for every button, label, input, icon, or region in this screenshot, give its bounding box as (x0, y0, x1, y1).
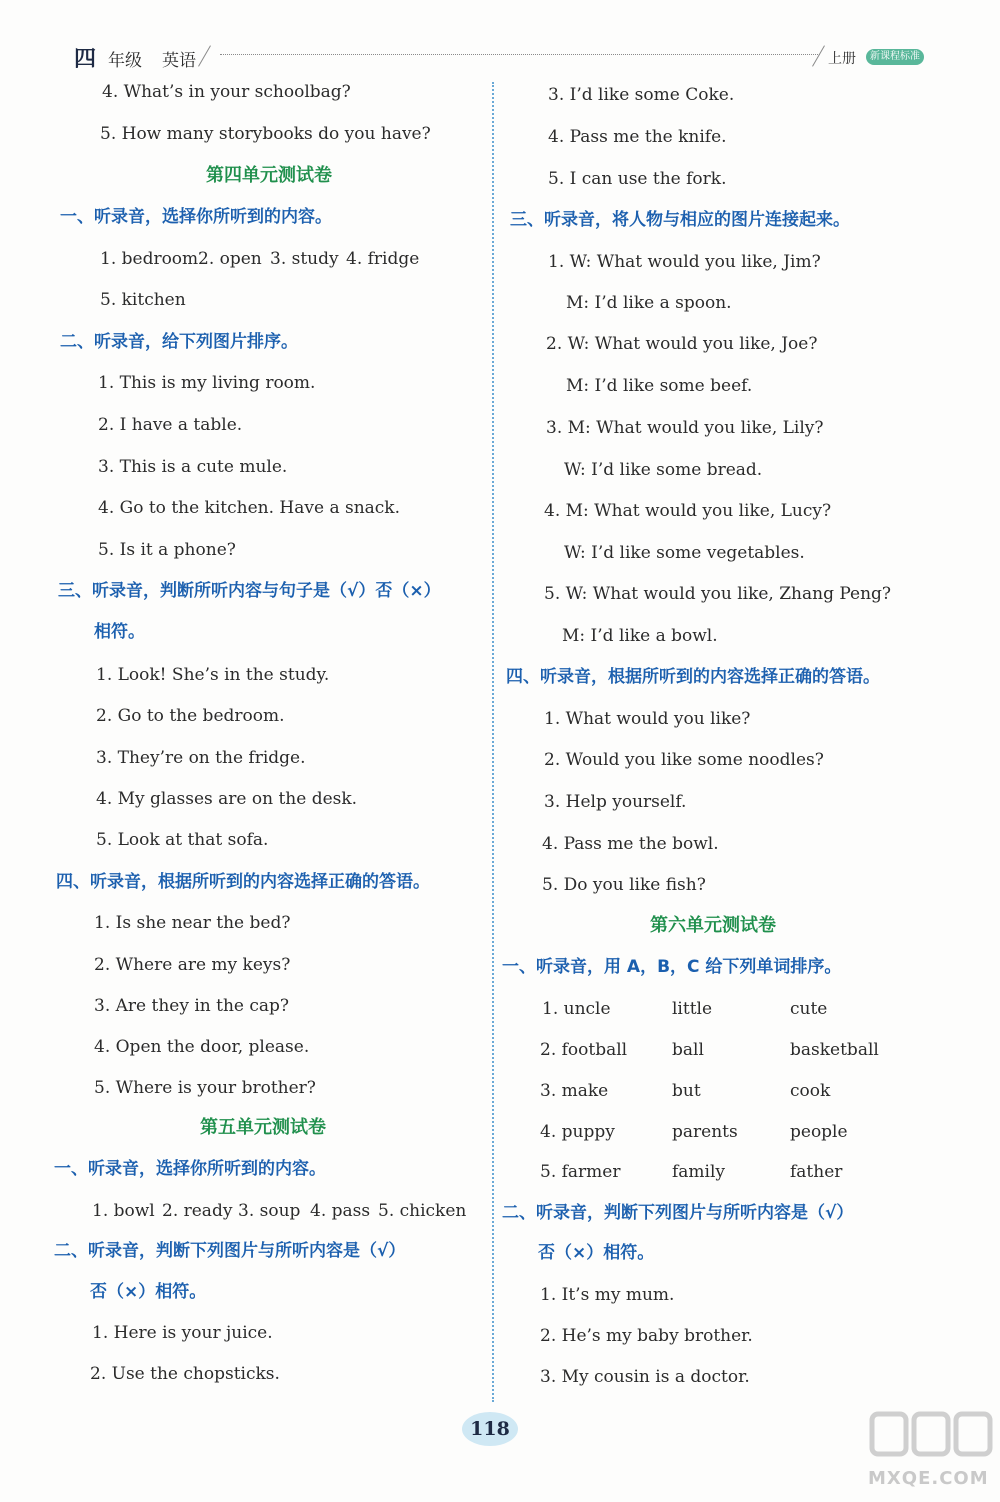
word-cell: basketball (790, 1040, 879, 1060)
watermark-text: MXQE.COM (868, 1468, 989, 1489)
grade-number: 四 (74, 47, 97, 72)
dialog-line: 1. W: What would you like, Jim? (548, 252, 821, 272)
word-option: 5. kitchen (100, 290, 186, 310)
section-heading: 一、听录音，选择你所听到的内容。 (60, 207, 332, 227)
list-item: 2. Where are my keys? (94, 955, 291, 975)
dialog-line: 4. M: What would you like, Lucy? (544, 501, 832, 521)
word-cell: ball (672, 1040, 704, 1060)
list-item: 4. Pass me the bowl. (542, 834, 719, 854)
section-heading: 二、听录音，判断下列图片与所听内容是（√） (502, 1203, 854, 1223)
grade-label: 年级 (108, 51, 142, 71)
list-item: 1. Is she near the bed? (94, 913, 291, 933)
list-item: 1. It’s my mum. (540, 1285, 675, 1305)
dialog-line: 5. W: What would you like, Zhang Peng? (544, 584, 892, 604)
unit4-title: 第四单元测试卷 (206, 165, 332, 186)
list-item: 4. Open the door, please. (94, 1037, 310, 1057)
list-item: 3. I’d like some Coke. (548, 85, 735, 105)
list-item: 2. I have a table. (98, 415, 243, 435)
dialog-line: M: I’d like a spoon. (566, 293, 732, 313)
section-heading: 二、听录音，判断下列图片与所听内容是（√） (54, 1241, 406, 1261)
section-heading-cont: 否（×）相符。 (90, 1282, 207, 1302)
word-cell: little (672, 999, 713, 1019)
list-item: 4. Go to the kitchen. Have a snack. (98, 498, 401, 518)
header-rule (220, 54, 820, 55)
word-option: 1. bedroom (100, 249, 199, 269)
list-item: 5. Is it a phone? (98, 540, 236, 560)
list-item: 5. Look at that sofa. (96, 830, 269, 850)
list-item: 1. This is my living room. (98, 373, 316, 393)
word-cell: 2. football (540, 1040, 628, 1060)
list-item: 5. Where is your brother? (94, 1078, 316, 1098)
list-item: 3. Are they in the cap? (94, 996, 290, 1016)
list-item: 5. Do you like fish? (542, 875, 706, 895)
section-heading: 一、听录音，选择你所听到的内容。 (54, 1159, 326, 1179)
section-heading: 四、听录音，根据所听到的内容选择正确的答语。 (56, 872, 430, 892)
section-heading: 三、听录音，判断所听内容与句子是（√）否（×） (58, 581, 441, 601)
word-cell: 4. puppy (540, 1122, 615, 1142)
word-cell: 3. make (540, 1081, 609, 1101)
unit5-title: 第五单元测试卷 (200, 1117, 326, 1138)
word-cell: people (790, 1122, 848, 1142)
dialog-line: 2. W: What would you like, Joe? (546, 334, 818, 354)
subject-label: 英语 (162, 51, 196, 71)
word-cell: parents (672, 1122, 738, 1142)
header-divider-right (812, 45, 825, 66)
list-item: 1. Here is your juice. (92, 1323, 273, 1343)
list-item: 5. How many storybooks do you have? (100, 124, 431, 144)
page-number: 118 (470, 1418, 510, 1440)
word-cell: cute (790, 999, 828, 1019)
word-cell: cook (790, 1081, 831, 1101)
section-heading: 三、听录音，将人物与相应的图片连接起来。 (510, 210, 850, 230)
section-heading: 二、听录音，给下列图片排序。 (60, 332, 298, 352)
list-item: 2. Go to the bedroom. (96, 706, 285, 726)
volume-label: 上册 (828, 51, 856, 67)
list-item: 3. Help yourself. (544, 792, 687, 812)
word-option: 4. fridge (346, 249, 420, 269)
word-option: 5. chicken (378, 1201, 467, 1221)
word-option: 3. soup (238, 1201, 301, 1221)
word-cell: 5. farmer (540, 1162, 621, 1182)
word-cell: family (672, 1162, 726, 1182)
list-item: 2. Would you like some noodles? (544, 750, 824, 770)
dialog-line: M: I’d like some beef. (566, 376, 753, 396)
list-item: 3. My cousin is a doctor. (540, 1367, 750, 1387)
word-option: 4. pass (310, 1201, 371, 1221)
word-option: 2. open (198, 249, 262, 269)
column-divider (492, 82, 494, 1402)
list-item: 4. Pass me the knife. (548, 127, 727, 147)
header-divider-left (198, 45, 211, 66)
list-item: 3. This is a cute mule. (98, 457, 288, 477)
list-item: 4. My glasses are on the desk. (96, 789, 358, 809)
dialog-line: W: I’d like some bread. (564, 460, 763, 480)
list-item: 5. I can use the fork. (548, 169, 727, 189)
list-item: 1. What would you like? (544, 709, 751, 729)
list-item: 2. He’s my baby brother. (540, 1326, 753, 1346)
list-item: 1. Look! She’s in the study. (96, 665, 330, 685)
section-heading-cont: 否（×）相符。 (538, 1243, 655, 1263)
word-option: 1. bowl (92, 1201, 155, 1221)
word-option: 3. study (270, 249, 339, 269)
word-cell: father (790, 1162, 843, 1182)
unit6-title: 第六单元测试卷 (650, 915, 776, 936)
section-heading-cont: 相符。 (94, 622, 145, 642)
dialog-line: M: I’d like a bowl. (562, 626, 718, 646)
series-badge: 新课程标准 (866, 49, 924, 65)
list-item: 2. Use the chopsticks. (90, 1364, 280, 1384)
word-option: 2. ready (162, 1201, 233, 1221)
list-item: 3. They’re on the fridge. (96, 748, 306, 768)
list-item: 4. What’s in your schoolbag? (102, 82, 351, 102)
dialog-line: 3. M: What would you like, Lily? (546, 418, 824, 438)
dialog-line: W: I’d like some vegetables. (564, 543, 805, 563)
page-header (70, 42, 940, 70)
word-cell: but (672, 1081, 701, 1101)
section-heading: 四、听录音，根据所听到的内容选择正确的答语。 (506, 667, 880, 687)
word-cell: 1. uncle (542, 999, 611, 1019)
section-heading: 一、听录音，用 A，B，C 给下列单词排序。 (502, 957, 842, 977)
